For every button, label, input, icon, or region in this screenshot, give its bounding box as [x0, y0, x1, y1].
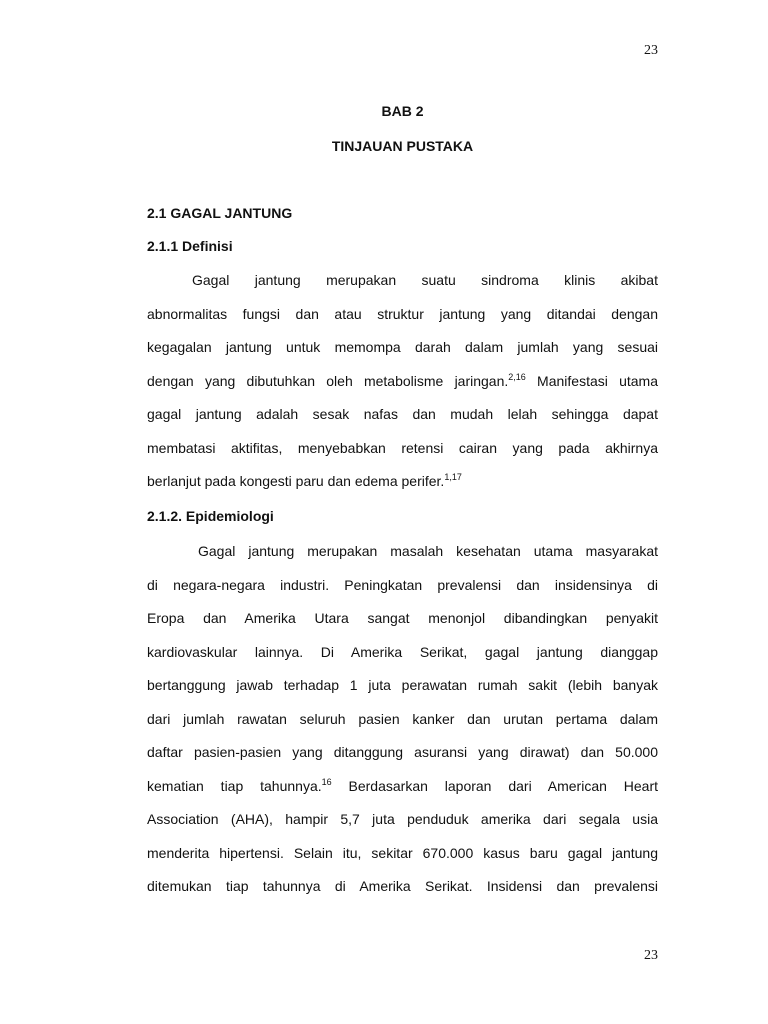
text-line: [147, 473, 658, 507]
text-span: berlanjut pada kongesti paru dan edema perifer.: [147, 473, 445, 489]
text-line: bertanggung jawab terhadap 1 juta perawatan rumah sakit (lebih banyak: [147, 677, 658, 693]
citation: 16: [321, 776, 332, 787]
subsection-heading-epidemiologi: 2.1.2. Epidemiologi: [147, 508, 274, 524]
page-number-bottom: 23: [644, 948, 658, 963]
text-line: membatasi aktifitas, menyebabkan retensi cairan yang pada akhirnya: [147, 439, 658, 456]
section-heading: 2.1 GAGAL JANTUNG: [147, 205, 293, 221]
citation: 2,16: [508, 371, 526, 382]
text-span: kematian tiap tahunnya.: [147, 777, 322, 794]
text-line: kardiovaskular lainnya. Di Amerika Serikat, gagal jantung dianggap: [147, 643, 658, 660]
chapter-label: BAB 2: [381, 103, 424, 119]
paragraph-epidemiologi: [147, 543, 658, 912]
text-line: Association (AHA), hampir 5,7 juta penduduk amerika dari segala usia: [147, 811, 658, 827]
text-line: Gagal jantung merupakan suatu sindroma klinis akibat: [192, 272, 658, 288]
text-line: Gagal jantung merupakan masalah kesehatan utama masyarakat: [198, 543, 658, 559]
text-line: menderita hipertensi. Selain itu, sekitar 670.000 kasus baru gagal jantung: [147, 844, 658, 861]
chapter-title: TINJAUAN PUSTAKA: [331, 138, 474, 154]
text-line: dari jumlah rawatan seluruh pasien kanker dan urutan pertama dalam: [147, 710, 658, 727]
text-span: dengan yang dibutuhkan oleh metabolisme jaringan.: [147, 372, 509, 389]
text-line: Eropa dan Amerika Utara sangat menonjol dibandingkan penyakit: [147, 610, 658, 626]
text-span: Manifestasi utama: [525, 372, 658, 389]
text-line: daftar pasien-pasien yang ditanggung asuransi yang dirawat) dan 50.000: [147, 744, 658, 760]
text-line: kegagalan jantung untuk memompa darah dalam jumlah yang sesuai: [147, 339, 658, 355]
text-line: abnormalitas fungsi dan atau struktur jantung yang ditandai dengan: [147, 305, 658, 322]
page-number-top: 23: [644, 43, 658, 58]
text-line: di negara-negara industri. Peningkatan prevalensi dan insidensinya di: [147, 576, 658, 593]
text-line: [147, 373, 658, 407]
text-line: ditemukan tiap tahunnya di Amerika Serikat. Insidensi dan prevalensi: [147, 878, 658, 894]
paragraph-definisi: [147, 272, 658, 507]
text-span: Berdasarkan laporan dari American Heart: [331, 777, 659, 794]
citation: 1,17: [444, 472, 462, 482]
subsection-heading-definisi: 2.1.1 Definisi: [147, 238, 233, 254]
text-line: gagal jantung adalah sesak nafas dan mudah lelah sehingga dapat: [147, 406, 658, 422]
text-line: [147, 778, 658, 812]
